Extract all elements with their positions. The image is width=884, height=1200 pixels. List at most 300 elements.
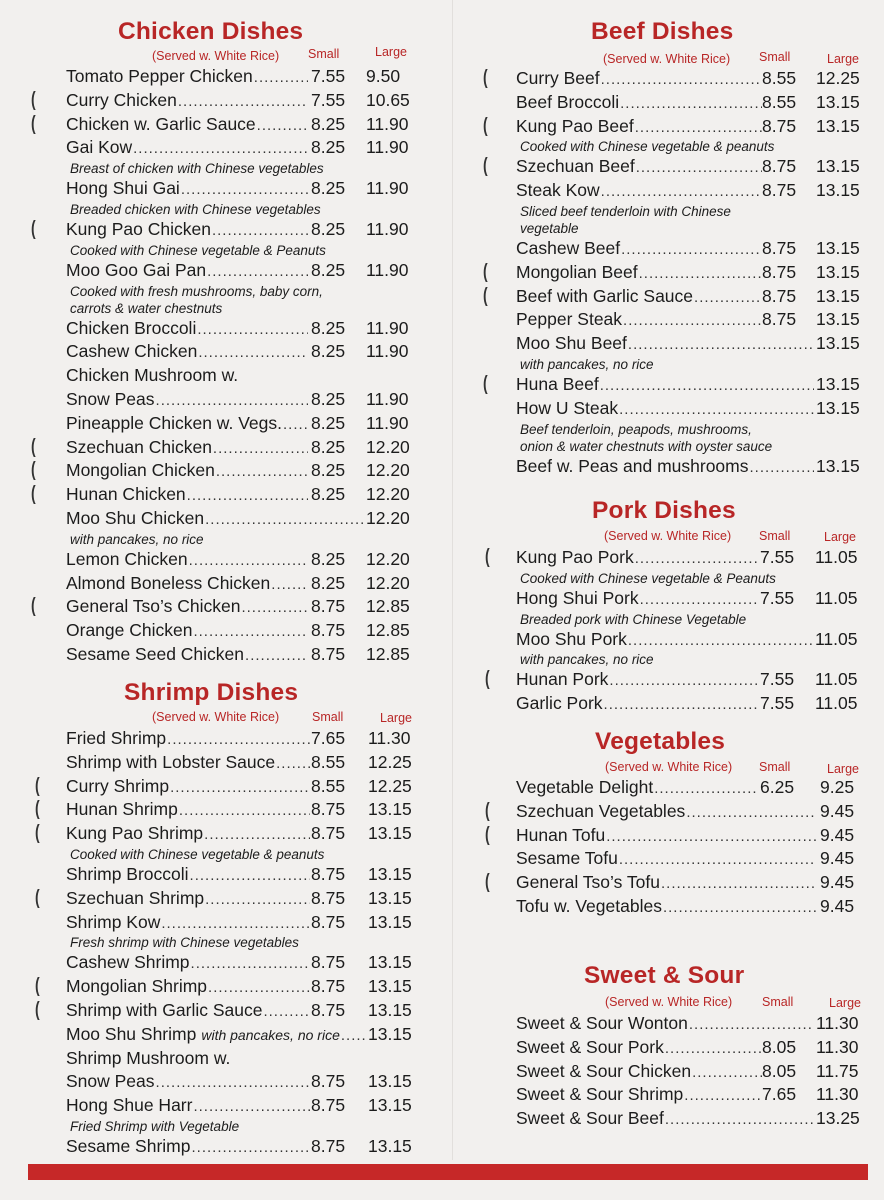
section-title: Sweet & Sour xyxy=(584,962,745,989)
item-name-wrap xyxy=(66,218,308,243)
dot-leader xyxy=(601,68,762,92)
menu-item xyxy=(0,911,452,952)
item-name: Tomato Pepper Chicken xyxy=(66,66,253,86)
item-name: Curry Shrimp xyxy=(66,775,170,796)
small-price: 7.55 xyxy=(760,547,795,567)
item-name-wrap xyxy=(66,177,308,202)
small-price: 8.75 xyxy=(311,620,346,641)
large-price: 13.15 xyxy=(368,799,412,820)
large-price: 13.25 xyxy=(816,1108,860,1129)
item-description: Breaded chicken with Chinese vegetables xyxy=(70,201,321,217)
menu-row xyxy=(0,412,452,436)
menu-item xyxy=(452,587,884,628)
item-name: Shrimp with Lobster Sauce xyxy=(66,751,276,772)
item-name-wrap xyxy=(66,999,310,1024)
large-price: 13.15 xyxy=(368,952,412,973)
large-header: Large xyxy=(824,530,856,544)
menu-row xyxy=(0,89,452,113)
item-name-wrap xyxy=(516,847,816,872)
item-name: Orange Chicken xyxy=(66,620,193,641)
menu-item xyxy=(0,775,452,799)
item-description: carrots & water chestnuts xyxy=(70,300,223,316)
menu-item xyxy=(452,179,884,237)
item-name-wrap xyxy=(516,668,757,693)
small-header: Small xyxy=(308,47,340,61)
menu-row xyxy=(452,1083,884,1107)
item-name: Garlic Pork xyxy=(516,693,603,714)
dot-leader xyxy=(189,549,308,573)
item-name-wrap xyxy=(66,259,308,284)
large-price: 13.15 xyxy=(368,887,412,908)
menu-item xyxy=(452,237,884,261)
small-price: 8.75 xyxy=(311,596,346,617)
dot-leader xyxy=(639,262,762,286)
large-header: Large xyxy=(827,52,859,66)
small-price: 8.75 xyxy=(311,1135,346,1156)
small-price: 7.65 xyxy=(762,1084,797,1105)
menu-item xyxy=(452,397,884,455)
large-price: 12.20 xyxy=(366,507,410,528)
menu-row xyxy=(452,668,884,692)
item-name: Moo Shu Shrimp xyxy=(66,1023,197,1044)
small-price: 8.55 xyxy=(762,91,797,112)
served-note: (Served w. White Rice) xyxy=(605,760,733,774)
small-price: 7.55 xyxy=(311,89,346,110)
item-name: Sweet & Sour Shrimp xyxy=(516,1084,684,1105)
large-header: Large xyxy=(829,996,861,1010)
footer-bar xyxy=(28,1164,868,1180)
large-price: 11.30 xyxy=(816,1013,859,1033)
small-price: 8.75 xyxy=(311,823,346,844)
menu-item xyxy=(0,436,452,460)
item-name: Beef Broccoli xyxy=(516,91,620,112)
item-name: Sesame Shrimp xyxy=(66,1135,191,1156)
item-name-wrap xyxy=(66,65,308,90)
menu-row xyxy=(452,895,884,919)
small-price: 7.55 xyxy=(760,669,795,690)
dot-leader xyxy=(635,547,757,571)
small-price: 8.05 xyxy=(762,1060,797,1081)
small-price: 8.05 xyxy=(762,1036,797,1057)
dot-leader xyxy=(620,92,762,116)
spicy-marker-icon: ( xyxy=(483,114,488,137)
menu-item xyxy=(452,285,884,309)
item-inline-note: with pancakes, no rice xyxy=(201,1026,340,1043)
item-name: Fried Shrimp xyxy=(66,728,167,748)
menu-row xyxy=(0,548,452,572)
large-price: 9.45 xyxy=(820,872,855,893)
large-price: 11.90 xyxy=(366,137,409,158)
large-price: 13.15 xyxy=(368,1095,412,1116)
item-name: General Tso’s Chicken xyxy=(66,596,241,617)
small-price: 8.25 xyxy=(311,113,346,134)
item-name-wrap xyxy=(516,871,816,896)
menu-row xyxy=(0,999,452,1023)
large-price: 13.15 xyxy=(816,373,860,394)
item-name-wrap xyxy=(66,364,308,388)
large-price: 12.25 xyxy=(368,751,412,772)
small-price: 8.25 xyxy=(311,341,346,362)
dot-leader xyxy=(205,508,364,532)
menu-item xyxy=(0,727,452,751)
menu-item xyxy=(0,65,452,89)
large-price: 11.05 xyxy=(815,693,858,714)
menu-item xyxy=(452,155,884,179)
menu-item xyxy=(0,595,452,619)
small-price: 8.25 xyxy=(311,484,346,505)
menu-item xyxy=(452,308,884,332)
large-price: 11.30 xyxy=(368,728,411,748)
item-name-wrap xyxy=(66,113,308,138)
item-name: Snow Peas xyxy=(66,388,155,409)
item-name-wrap xyxy=(516,455,814,480)
item-description: Cooked with Chinese vegetable & peanuts xyxy=(520,139,775,155)
item-name: Sesame Tofu xyxy=(516,848,618,869)
dot-leader xyxy=(133,137,308,161)
item-name: Tofu w. Vegetables xyxy=(516,895,662,916)
dot-leader xyxy=(245,644,308,668)
dot-leader xyxy=(204,823,310,847)
served-note: (Served w. White Rice) xyxy=(603,52,731,66)
small-price: 8.75 xyxy=(311,976,346,997)
spicy-marker-icon: ( xyxy=(31,88,36,111)
item-name-wrap xyxy=(66,619,308,644)
menu-item xyxy=(0,999,452,1023)
large-price: 11.90 xyxy=(366,113,409,134)
item-name: Sweet & Sour Chicken xyxy=(516,1060,692,1081)
large-price: 9.45 xyxy=(820,800,855,821)
menu-row xyxy=(0,643,452,667)
dot-leader xyxy=(170,776,310,800)
spicy-marker-icon: ( xyxy=(31,435,36,458)
spicy-marker-icon: ( xyxy=(31,483,36,506)
small-price: 7.65 xyxy=(311,728,346,748)
small-price: 8.75 xyxy=(311,999,346,1020)
small-price: 8.25 xyxy=(311,317,346,338)
menu-item xyxy=(452,67,884,91)
menu-item xyxy=(0,317,452,341)
menu-item xyxy=(0,507,452,548)
dot-leader xyxy=(254,66,308,90)
item-name-wrap xyxy=(516,587,757,612)
menu-item xyxy=(0,113,452,137)
item-name: Hunan Shrimp xyxy=(66,799,178,820)
large-price: 13.15 xyxy=(816,397,860,418)
large-price: 13.15 xyxy=(816,156,860,177)
large-price: 13.15 xyxy=(816,237,860,258)
large-header: Large xyxy=(827,762,859,776)
dot-leader xyxy=(161,912,310,936)
small-price: 8.75 xyxy=(762,156,797,177)
small-price: 8.75 xyxy=(762,261,797,282)
item-name: Cashew Shrimp xyxy=(66,952,190,973)
large-price: 11.05 xyxy=(815,547,858,567)
small-price: 8.25 xyxy=(311,137,346,158)
menu-item xyxy=(452,1012,884,1036)
menu-row xyxy=(0,364,452,388)
menu-item xyxy=(0,798,452,822)
item-name: Mongolian Shrimp xyxy=(66,976,208,997)
item-name: How U Steak xyxy=(516,397,619,418)
menu-row xyxy=(452,285,884,309)
menu-row xyxy=(452,628,884,652)
large-price: 12.25 xyxy=(368,775,412,796)
large-price: 13.15 xyxy=(816,91,860,112)
item-name-wrap xyxy=(66,89,308,114)
dot-leader xyxy=(167,728,310,752)
item-name: Hunan Pork xyxy=(516,669,609,690)
large-price: 12.85 xyxy=(366,643,410,664)
menu-row xyxy=(452,261,884,285)
dot-leader xyxy=(271,573,308,597)
item-name-wrap xyxy=(516,67,762,92)
item-name: Shrimp with Garlic Sauce xyxy=(66,999,263,1020)
dot-leader xyxy=(601,180,762,204)
menu-row xyxy=(452,1036,884,1060)
item-name-wrap xyxy=(516,1083,762,1108)
menu-row xyxy=(0,595,452,619)
spicy-marker-icon: ( xyxy=(483,155,488,178)
item-name: Sesame Seed Chicken xyxy=(66,643,245,664)
menu-item xyxy=(0,412,452,436)
large-price: 11.90 xyxy=(366,341,409,362)
dot-leader xyxy=(665,1037,762,1061)
spicy-marker-icon: ( xyxy=(483,284,488,307)
item-description: with pancakes, no rice xyxy=(520,356,654,372)
item-name: Mongolian Chicken xyxy=(66,460,215,481)
large-price: 13.15 xyxy=(816,455,860,476)
pork-items xyxy=(452,546,884,716)
menu-item xyxy=(0,975,452,999)
item-name-wrap xyxy=(66,951,310,976)
item-description: with pancakes, no rice xyxy=(70,531,204,547)
item-name-wrap xyxy=(516,397,814,422)
item-name: Moo Goo Gai Pan xyxy=(66,259,207,280)
menu-item xyxy=(0,340,452,364)
dot-leader xyxy=(216,460,308,484)
served-note: (Served w. White Rice) xyxy=(605,995,733,1009)
small-price: 8.75 xyxy=(311,887,346,908)
menu-row xyxy=(452,91,884,115)
large-price: 13.15 xyxy=(368,976,412,997)
menu-row xyxy=(0,863,452,887)
menu-row xyxy=(452,692,884,716)
menu-item xyxy=(452,668,884,692)
sweet-sour-items xyxy=(452,1012,884,1131)
large-price: 12.85 xyxy=(366,620,410,641)
small-price: 8.75 xyxy=(311,1095,346,1116)
shrimp-items xyxy=(0,727,452,1159)
small-price: 8.25 xyxy=(311,218,346,239)
dot-leader xyxy=(686,801,816,825)
dot-leader xyxy=(190,864,310,888)
spicy-marker-icon: ( xyxy=(35,798,40,821)
menu-row xyxy=(452,824,884,848)
menu-row xyxy=(0,1023,452,1047)
item-name: Moo Shu Beef xyxy=(516,333,627,354)
menu-item xyxy=(0,951,452,975)
item-name-wrap xyxy=(516,1036,762,1061)
item-description: vegetable xyxy=(520,220,579,236)
item-name-wrap xyxy=(66,572,308,597)
small-price: 8.75 xyxy=(311,1071,346,1092)
dot-leader xyxy=(623,309,762,333)
dot-leader xyxy=(635,116,762,140)
menu-item xyxy=(452,1036,884,1060)
item-description: Fried Shrimp with Vegetable xyxy=(70,1118,240,1134)
item-description: Fresh shrimp with Chinese vegetables xyxy=(70,935,299,951)
menu-row xyxy=(0,218,452,242)
menu-row xyxy=(0,459,452,483)
item-name: Chicken w. Garlic Sauce xyxy=(66,113,256,134)
item-description: Cooked with Chinese vegetable & Peanuts xyxy=(520,570,776,586)
large-price: 13.15 xyxy=(368,823,412,844)
item-name: Chicken Mushroom w. xyxy=(66,365,239,386)
menu-item xyxy=(452,1107,884,1131)
small-price: 8.25 xyxy=(311,548,346,569)
item-name-wrap xyxy=(66,751,310,776)
menu-item xyxy=(0,89,452,113)
spicy-marker-icon: ( xyxy=(35,886,40,909)
dot-leader xyxy=(212,219,308,243)
dot-leader xyxy=(156,389,308,413)
item-name-wrap xyxy=(66,388,308,413)
menu-item xyxy=(0,483,452,507)
dot-leader xyxy=(193,1095,310,1119)
small-price: 6.25 xyxy=(760,777,795,797)
dot-leader xyxy=(619,398,814,422)
item-name-wrap xyxy=(66,1070,310,1095)
menu-row xyxy=(0,1070,452,1094)
item-name-wrap xyxy=(516,308,762,333)
item-name-wrap xyxy=(516,895,816,920)
dot-leader xyxy=(628,629,812,653)
menu-item xyxy=(452,628,884,669)
dot-leader xyxy=(606,825,816,849)
large-price: 11.05 xyxy=(815,669,858,690)
beef-items xyxy=(452,67,884,478)
large-price: 11.05 xyxy=(815,587,858,608)
dot-leader xyxy=(694,286,762,310)
dot-leader xyxy=(749,456,814,480)
small-price: 8.75 xyxy=(311,799,346,820)
spicy-marker-icon: ( xyxy=(35,998,40,1021)
menu-row xyxy=(0,1094,452,1118)
item-name-wrap xyxy=(66,507,364,532)
large-price: 13.15 xyxy=(368,1135,412,1156)
item-name: Kung Pao Chicken xyxy=(66,218,211,239)
small-price: 8.25 xyxy=(311,460,346,481)
small-price: 8.75 xyxy=(311,863,346,884)
item-name: Shrimp Kow xyxy=(66,911,161,932)
dot-leader xyxy=(609,669,757,693)
item-name-wrap xyxy=(66,975,310,1000)
menu-row xyxy=(452,1107,884,1131)
item-name-wrap xyxy=(516,332,814,357)
item-name-wrap xyxy=(66,1135,310,1160)
spicy-marker-icon: ( xyxy=(485,668,490,691)
item-name: Cashew Chicken xyxy=(66,341,198,362)
dot-leader xyxy=(205,888,310,912)
item-name-wrap xyxy=(516,285,762,310)
menu-item xyxy=(0,218,452,259)
menu-item xyxy=(452,776,884,800)
large-price: 11.90 xyxy=(366,178,409,199)
item-name-wrap xyxy=(66,548,308,573)
item-name-wrap xyxy=(66,911,310,936)
large-price: 11.75 xyxy=(816,1060,859,1081)
item-name-wrap xyxy=(66,1047,310,1071)
large-price: 12.20 xyxy=(366,572,410,593)
dot-leader xyxy=(197,318,308,342)
large-price: 9.45 xyxy=(820,824,855,845)
item-name: Curry Chicken xyxy=(66,89,177,110)
small-price: 8.75 xyxy=(762,115,797,136)
menu-row xyxy=(452,67,884,91)
item-name: Kung Pao Pork xyxy=(516,547,634,567)
dot-leader xyxy=(661,872,816,896)
item-name: General Tso’s Tofu xyxy=(516,872,660,893)
small-price: 7.55 xyxy=(760,693,795,714)
item-name: Curry Beef xyxy=(516,68,600,88)
item-description: Cooked with Chinese vegetable & peanuts xyxy=(70,846,325,862)
menu-row xyxy=(0,177,452,201)
item-name: Beef with Garlic Sauce xyxy=(516,285,694,306)
menu-row xyxy=(0,136,452,160)
dot-leader xyxy=(207,260,308,284)
menu-row xyxy=(452,1012,884,1036)
item-name: Shrimp Broccoli xyxy=(66,863,189,884)
item-name: Lemon Chicken xyxy=(66,548,188,569)
spicy-marker-icon: ( xyxy=(483,67,488,89)
item-description: onion & water chestnuts with oyster sauce xyxy=(520,438,773,454)
item-name: Sweet & Sour Wonton xyxy=(516,1013,688,1033)
menu-item xyxy=(0,1094,452,1135)
menu-row xyxy=(452,155,884,179)
item-description: Cooked with Chinese vegetable & Peanuts xyxy=(70,242,326,258)
menu-row xyxy=(452,776,884,800)
large-price: 11.90 xyxy=(366,259,409,280)
item-name-wrap xyxy=(66,775,310,800)
item-name-wrap xyxy=(66,1023,366,1048)
spicy-marker-icon: ( xyxy=(35,822,40,845)
served-note: (Served w. White Rice) xyxy=(604,529,732,543)
small-price: 8.55 xyxy=(311,775,346,796)
menu-item xyxy=(452,1083,884,1107)
large-price: 10.65 xyxy=(366,89,410,110)
item-name: Moo Shu Pork xyxy=(516,628,627,649)
dot-leader xyxy=(621,238,762,262)
menu-row xyxy=(452,115,884,139)
menu-row xyxy=(0,887,452,911)
spicy-marker-icon: ( xyxy=(485,546,490,568)
small-price: 8.25 xyxy=(311,436,346,457)
dot-leader xyxy=(619,848,816,872)
item-name-wrap xyxy=(516,373,814,398)
menu-row xyxy=(0,798,452,822)
dot-leader xyxy=(263,1000,310,1024)
large-header: Large xyxy=(375,45,407,59)
menu-item xyxy=(452,91,884,115)
small-price: 8.25 xyxy=(311,178,346,199)
item-name-wrap xyxy=(516,155,762,180)
large-price: 13.15 xyxy=(368,911,412,932)
spicy-marker-icon: ( xyxy=(31,217,36,240)
item-name-wrap xyxy=(66,412,308,437)
spicy-marker-icon: ( xyxy=(35,975,40,998)
section-title: Vegetables xyxy=(595,728,726,755)
menu-row xyxy=(452,308,884,332)
